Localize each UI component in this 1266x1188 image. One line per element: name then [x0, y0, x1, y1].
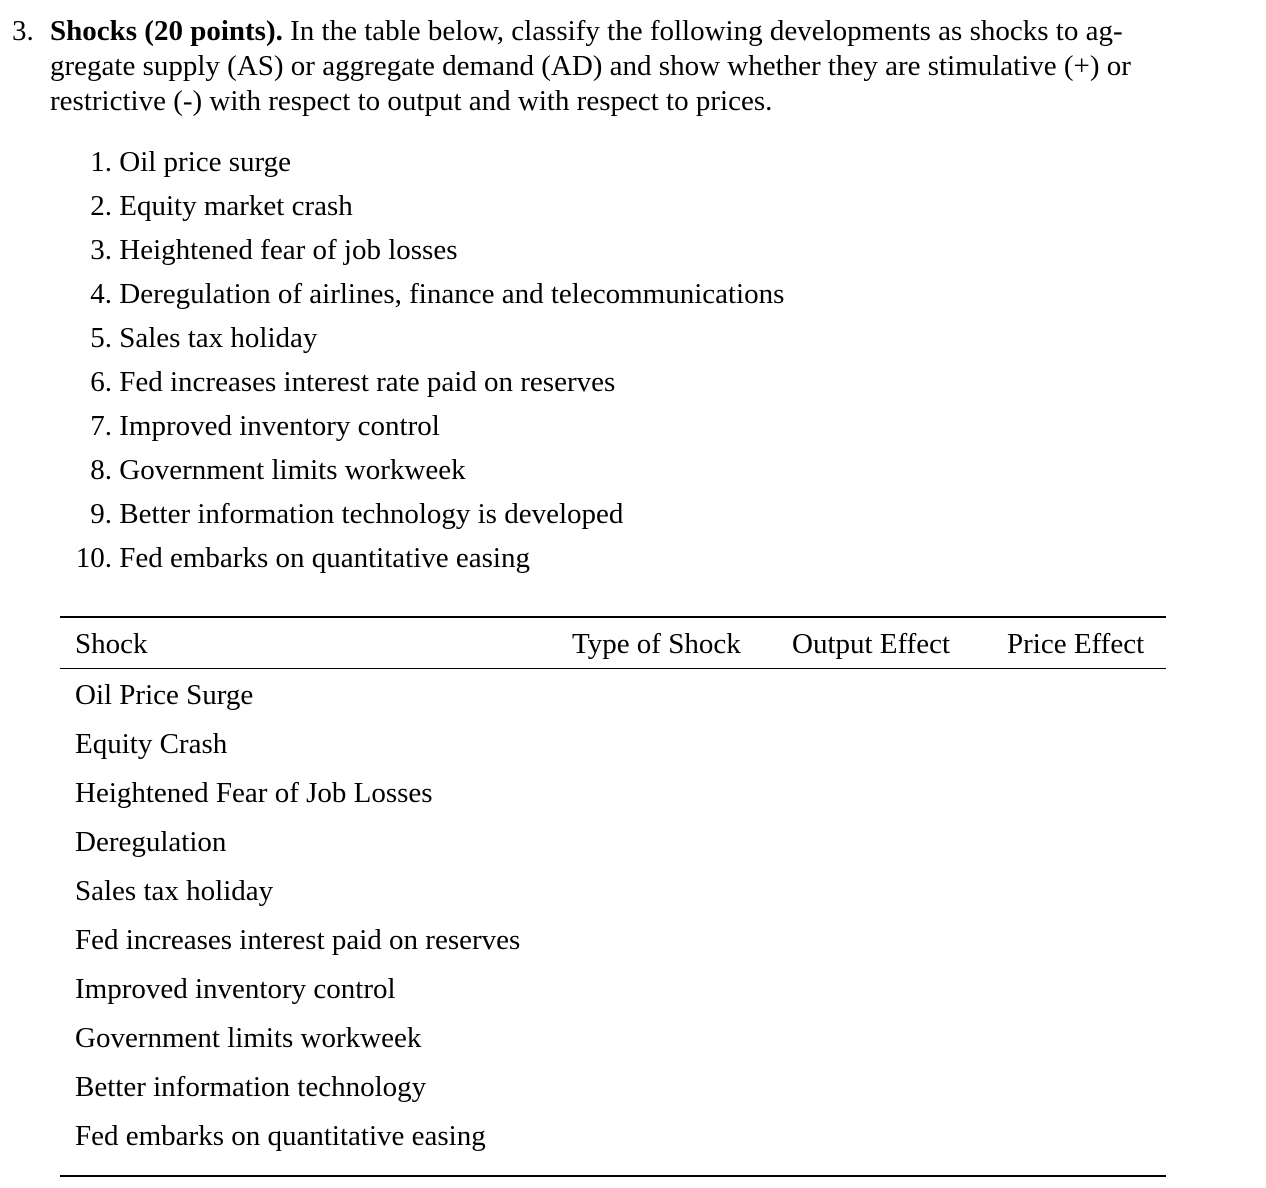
table-row: [60, 1116, 1166, 1165]
problem-heading: Shocks (20 points).: [50, 15, 283, 47]
list-item: [58, 228, 784, 272]
list-item-text: Government limits workweek: [119, 454, 466, 486]
shock-list: [58, 140, 784, 580]
list-item: [58, 316, 784, 360]
list-item-number: 8.: [90, 454, 112, 486]
cell-shock: Fed embarks on quantitative easing: [75, 1120, 486, 1152]
cell-shock: Government limits workweek: [75, 1022, 422, 1054]
list-item-text: Oil price surge: [119, 146, 292, 178]
list-item-number: 1.: [90, 146, 112, 178]
cell-shock: Equity Crash: [75, 728, 228, 760]
header-price-effect: Price Effect: [1007, 628, 1145, 660]
cell-shock: Fed increases interest paid on reserves: [75, 924, 521, 956]
table-row: [60, 1018, 1166, 1067]
table-header: [60, 618, 1166, 668]
list-item-number: 10.: [75, 542, 112, 574]
list-item: [58, 448, 784, 492]
cell-shock: Deregulation: [75, 826, 227, 858]
table-row: [60, 1067, 1166, 1116]
table-row: [60, 724, 1166, 773]
list-item-text: Equity market crash: [119, 190, 353, 222]
list-item-number: 5.: [90, 322, 112, 354]
table-row: [60, 920, 1166, 969]
cell-shock: Heightened Fear of Job Losses: [75, 777, 433, 809]
cell-shock: Sales tax holiday: [75, 875, 274, 907]
list-item-number: 4.: [90, 278, 112, 310]
problem-text-line-1: In the table below, classify the following developments as shocks to ag-: [290, 15, 1123, 47]
list-item-number: 9.: [90, 498, 112, 530]
header-output-effect: Output Effect: [792, 628, 951, 660]
list-item: [58, 492, 784, 536]
header-type-of-shock: Type of Shock: [572, 628, 741, 660]
list-item-number: 3.: [90, 234, 112, 266]
list-item-text: Better information technology is developed: [119, 498, 624, 530]
list-item: [58, 184, 784, 228]
table-row: [60, 969, 1166, 1018]
table-row: [60, 675, 1166, 724]
list-item-text: Fed increases interest rate paid on reserves: [119, 366, 616, 398]
problem-first-line: [12, 14, 1242, 49]
list-item-number: 6.: [90, 366, 112, 398]
shock-table: [60, 616, 1166, 1177]
list-item: [58, 536, 784, 580]
table-bottom-rule: [60, 1175, 1166, 1177]
list-item-text: Deregulation of airlines, finance and telecommunications: [119, 278, 785, 310]
header-shock: Shock: [75, 628, 148, 660]
problem-text-line-3: restrictive (-) with respect to output and with respect to prices.: [50, 85, 773, 117]
table-row: [60, 773, 1166, 822]
list-item-text: Improved inventory control: [119, 410, 440, 442]
list-item-text: Sales tax holiday: [119, 322, 318, 354]
problem-statement: [12, 14, 1242, 119]
list-item-number: 2.: [90, 190, 112, 222]
problem-number: 3.: [12, 15, 34, 47]
list-item-text: Fed embarks on quantitative easing: [119, 542, 530, 574]
table-row: [60, 871, 1166, 920]
cell-shock: Oil Price Surge: [75, 679, 254, 711]
cell-shock: Better information technology: [75, 1071, 427, 1103]
list-item: [58, 272, 784, 316]
list-item-number: 7.: [90, 410, 112, 442]
cell-shock: Improved inventory control: [75, 973, 396, 1005]
list-item: [58, 140, 784, 184]
list-item-text: Heightened fear of job losses: [119, 234, 458, 266]
list-item: [58, 404, 784, 448]
table-row: [60, 822, 1166, 871]
list-item: [58, 360, 784, 404]
problem-text-line-2: gregate supply (AS) or aggregate demand (AD) and show whether they are stimulative (+) or: [50, 50, 1131, 82]
table-body: [60, 669, 1166, 1175]
